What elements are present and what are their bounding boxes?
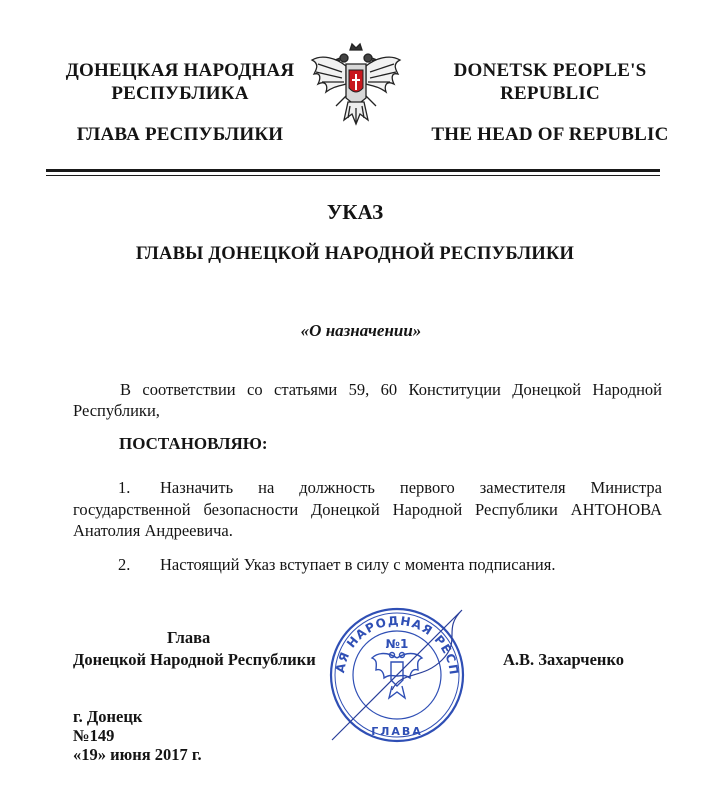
official-stamp-icon [315,589,472,750]
document-subtitle: ГЛАВЫ ДОНЕЦКОЙ НАРОДНОЙ РЕСПУБЛИКИ [135,244,575,264]
item2-number: 2. [118,555,131,574]
stamp-number: №1 [385,637,409,651]
footer-date: «19» июня 2017 г. [73,745,202,764]
header-left-sub: ГЛАВА РЕСПУБЛИКИ [76,124,284,145]
header-rule-thin [46,175,660,176]
header-right-sub: THE HEAD OF REPUBLIC [431,124,669,145]
stamp-ring-text: ДОНЕЦКАЯ НАРОДНАЯ РЕСПУБЛИКА [315,589,462,677]
item1-line2: государственной безопасности Донецкой Народной Республики АНТОНОВА [73,500,662,519]
document-topic: «О назначении» [300,321,422,340]
signature-name: А.В. Захарченко [503,650,624,669]
document-title: УКАЗ [326,200,384,224]
item1-number: 1. [118,478,131,497]
handwritten-signature-icon [332,610,462,740]
footer-city: г. Донецк [73,707,143,726]
decree-word: ПОСТАНОВЛЯЮ: [119,434,268,453]
header-left [40,59,320,105]
double-headed-eagle-icon [308,40,404,136]
header-right-line2: REPUBLIC [500,83,600,104]
preamble-line1: В соответствии со статьями 59, 60 Конституции Донецкой Народной [120,380,662,399]
header-left-line2: РЕСПУБЛИКА [111,83,249,104]
item2-text: Настоящий Указ вступает в силу с момента подписания. [160,555,556,574]
header-right-line1: DONETSK PEOPLE'S [453,60,647,81]
signature-position-line1: Глава [167,628,211,647]
footer-number: №149 [73,726,115,745]
header-right [420,59,680,105]
header-rule-thick [46,169,660,172]
item1-line3: Анатолия Андреевича. [73,521,233,540]
item1-line1: Назначить на должность первого заместителя Министра [160,478,662,497]
header-left-line1: ДОНЕЦКАЯ НАРОДНАЯ [65,60,295,81]
preamble-line2: Республики, [73,401,160,420]
signature-position-line2: Донецкой Народной Республики [73,650,316,669]
stamp-bottom-text: ГЛАВА [371,725,423,738]
